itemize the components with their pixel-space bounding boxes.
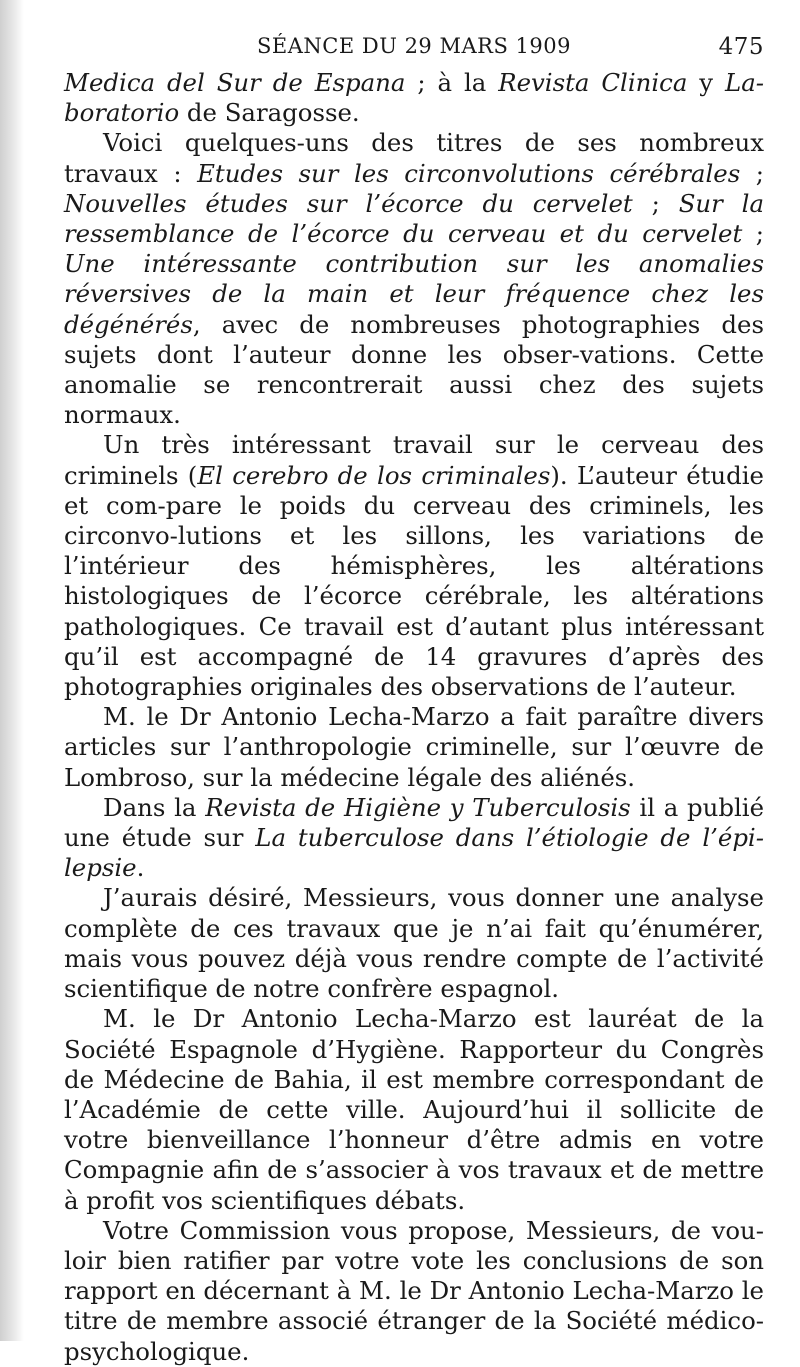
paragraph bbox=[64, 1004, 764, 1215]
text-run: Votre Commission vous propose, Messieurs, de vou-loir bien ratifier par votre vote les conclusions de son rapport en décernant à M. le Dr Antonio Lecha-Marzo le titre de membre associé étranger de la Société médico-psychologique. bbox=[64, 1215, 764, 1366]
italic-title: Sur la ressemblance de l’écorce du cerveau et du cervelet bbox=[64, 188, 764, 249]
text-run: ; bbox=[740, 158, 764, 188]
text-run: J’aurais désiré, Messieurs, vous donner une analyse complète de ces travaux que je n’ai fait qu’énumérer, mais vous pouvez déjà vous rendre compte de l’activité scientifique de notre confrère espagnol. bbox=[64, 883, 764, 1004]
italic-title: Revista Clinica bbox=[498, 68, 688, 97]
text-run: ; à la bbox=[405, 68, 499, 97]
italic-title: Une intéressante contribution sur les anomalies réversives de la main et leur fréquence chez les dégénérés bbox=[64, 249, 764, 339]
page-edge-shadow bbox=[0, 0, 24, 1341]
italic-title: La-boratorio bbox=[64, 68, 764, 128]
paragraph bbox=[64, 883, 764, 1004]
body-text bbox=[64, 68, 764, 1367]
text-run: , avec de nombreuses photographies des sujets dont l’auteur donne les obser-vations. Cette anomalie se rencontrerait aussi chez des sujets normaux. bbox=[64, 309, 764, 430]
text-run: de Saragosse. bbox=[179, 98, 360, 128]
running-head-title: SÉANCE DU 29 MARS 1909 bbox=[257, 34, 571, 58]
text-run: ; bbox=[632, 188, 679, 218]
running-head bbox=[64, 0, 764, 68]
text-run: ; bbox=[742, 219, 764, 249]
italic-title: Nouvelles études sur l’écorce du cervelet bbox=[64, 188, 633, 218]
text-run: M. le Dr Antonio Lecha-Marzo est lauréat de la Société Espagnole d’Hygiène. Rapporteur du Congrès de Médecine de Bahia, il est membre correspondant de l’Académie de cette ville. Aujourd’hui il sollicite de votre bienveillance l’honneur d’être admis en votre Compagnie afin de s’associer à vos travaux et de mettre à profit vos scientifiques débats. bbox=[64, 1004, 764, 1215]
text-run: M. le Dr Antonio Lecha-Marzo a fait paraître divers articles sur l’anthropologie criminelle, sur l’œuvre de Lombroso, sur la médecine légale des aliénés. bbox=[64, 702, 764, 792]
paragraph bbox=[64, 430, 764, 702]
italic-title: La tuberculose dans l’étiologie de l’épi-lepsie bbox=[64, 823, 764, 883]
italic-title: Medica del Sur de Espana bbox=[64, 68, 406, 97]
text-run: . bbox=[136, 853, 145, 883]
paragraph bbox=[64, 793, 764, 884]
text-run: ). L’auteur étudie et com-pare le poids du cerveau des criminels, les circonvo-lutions et les sillons, les variations de l’intérieur des hémisphères, les altérations histologiques de l’écorce cérébrale, les altérations pathologiques. Ce travail est d’autant plus intéressant qu’il est accompagné de 14 gravures d’après des photographies originales des observations de l’auteur. bbox=[64, 460, 764, 702]
text-run: Dans la bbox=[103, 792, 206, 822]
text-run: Voici quelques-uns des titres de ses nombreux travaux : bbox=[64, 128, 764, 188]
italic-title: El cerebro de los criminales bbox=[197, 460, 551, 490]
paragraph bbox=[64, 1216, 764, 1367]
text-run: il a publié une étude sur bbox=[64, 792, 765, 853]
paragraph bbox=[64, 68, 764, 128]
text-run: y bbox=[687, 68, 725, 97]
paragraph bbox=[64, 128, 764, 430]
text-run: Un très intéressant travail sur le cerveau des criminels ( bbox=[64, 430, 764, 490]
italic-title: Etudes sur les circonvolutions cérébrales bbox=[197, 158, 741, 188]
page-number: 475 bbox=[718, 34, 764, 60]
paragraph bbox=[64, 702, 764, 793]
italic-title: Revista de Higiène y Tuberculosis bbox=[205, 792, 631, 822]
